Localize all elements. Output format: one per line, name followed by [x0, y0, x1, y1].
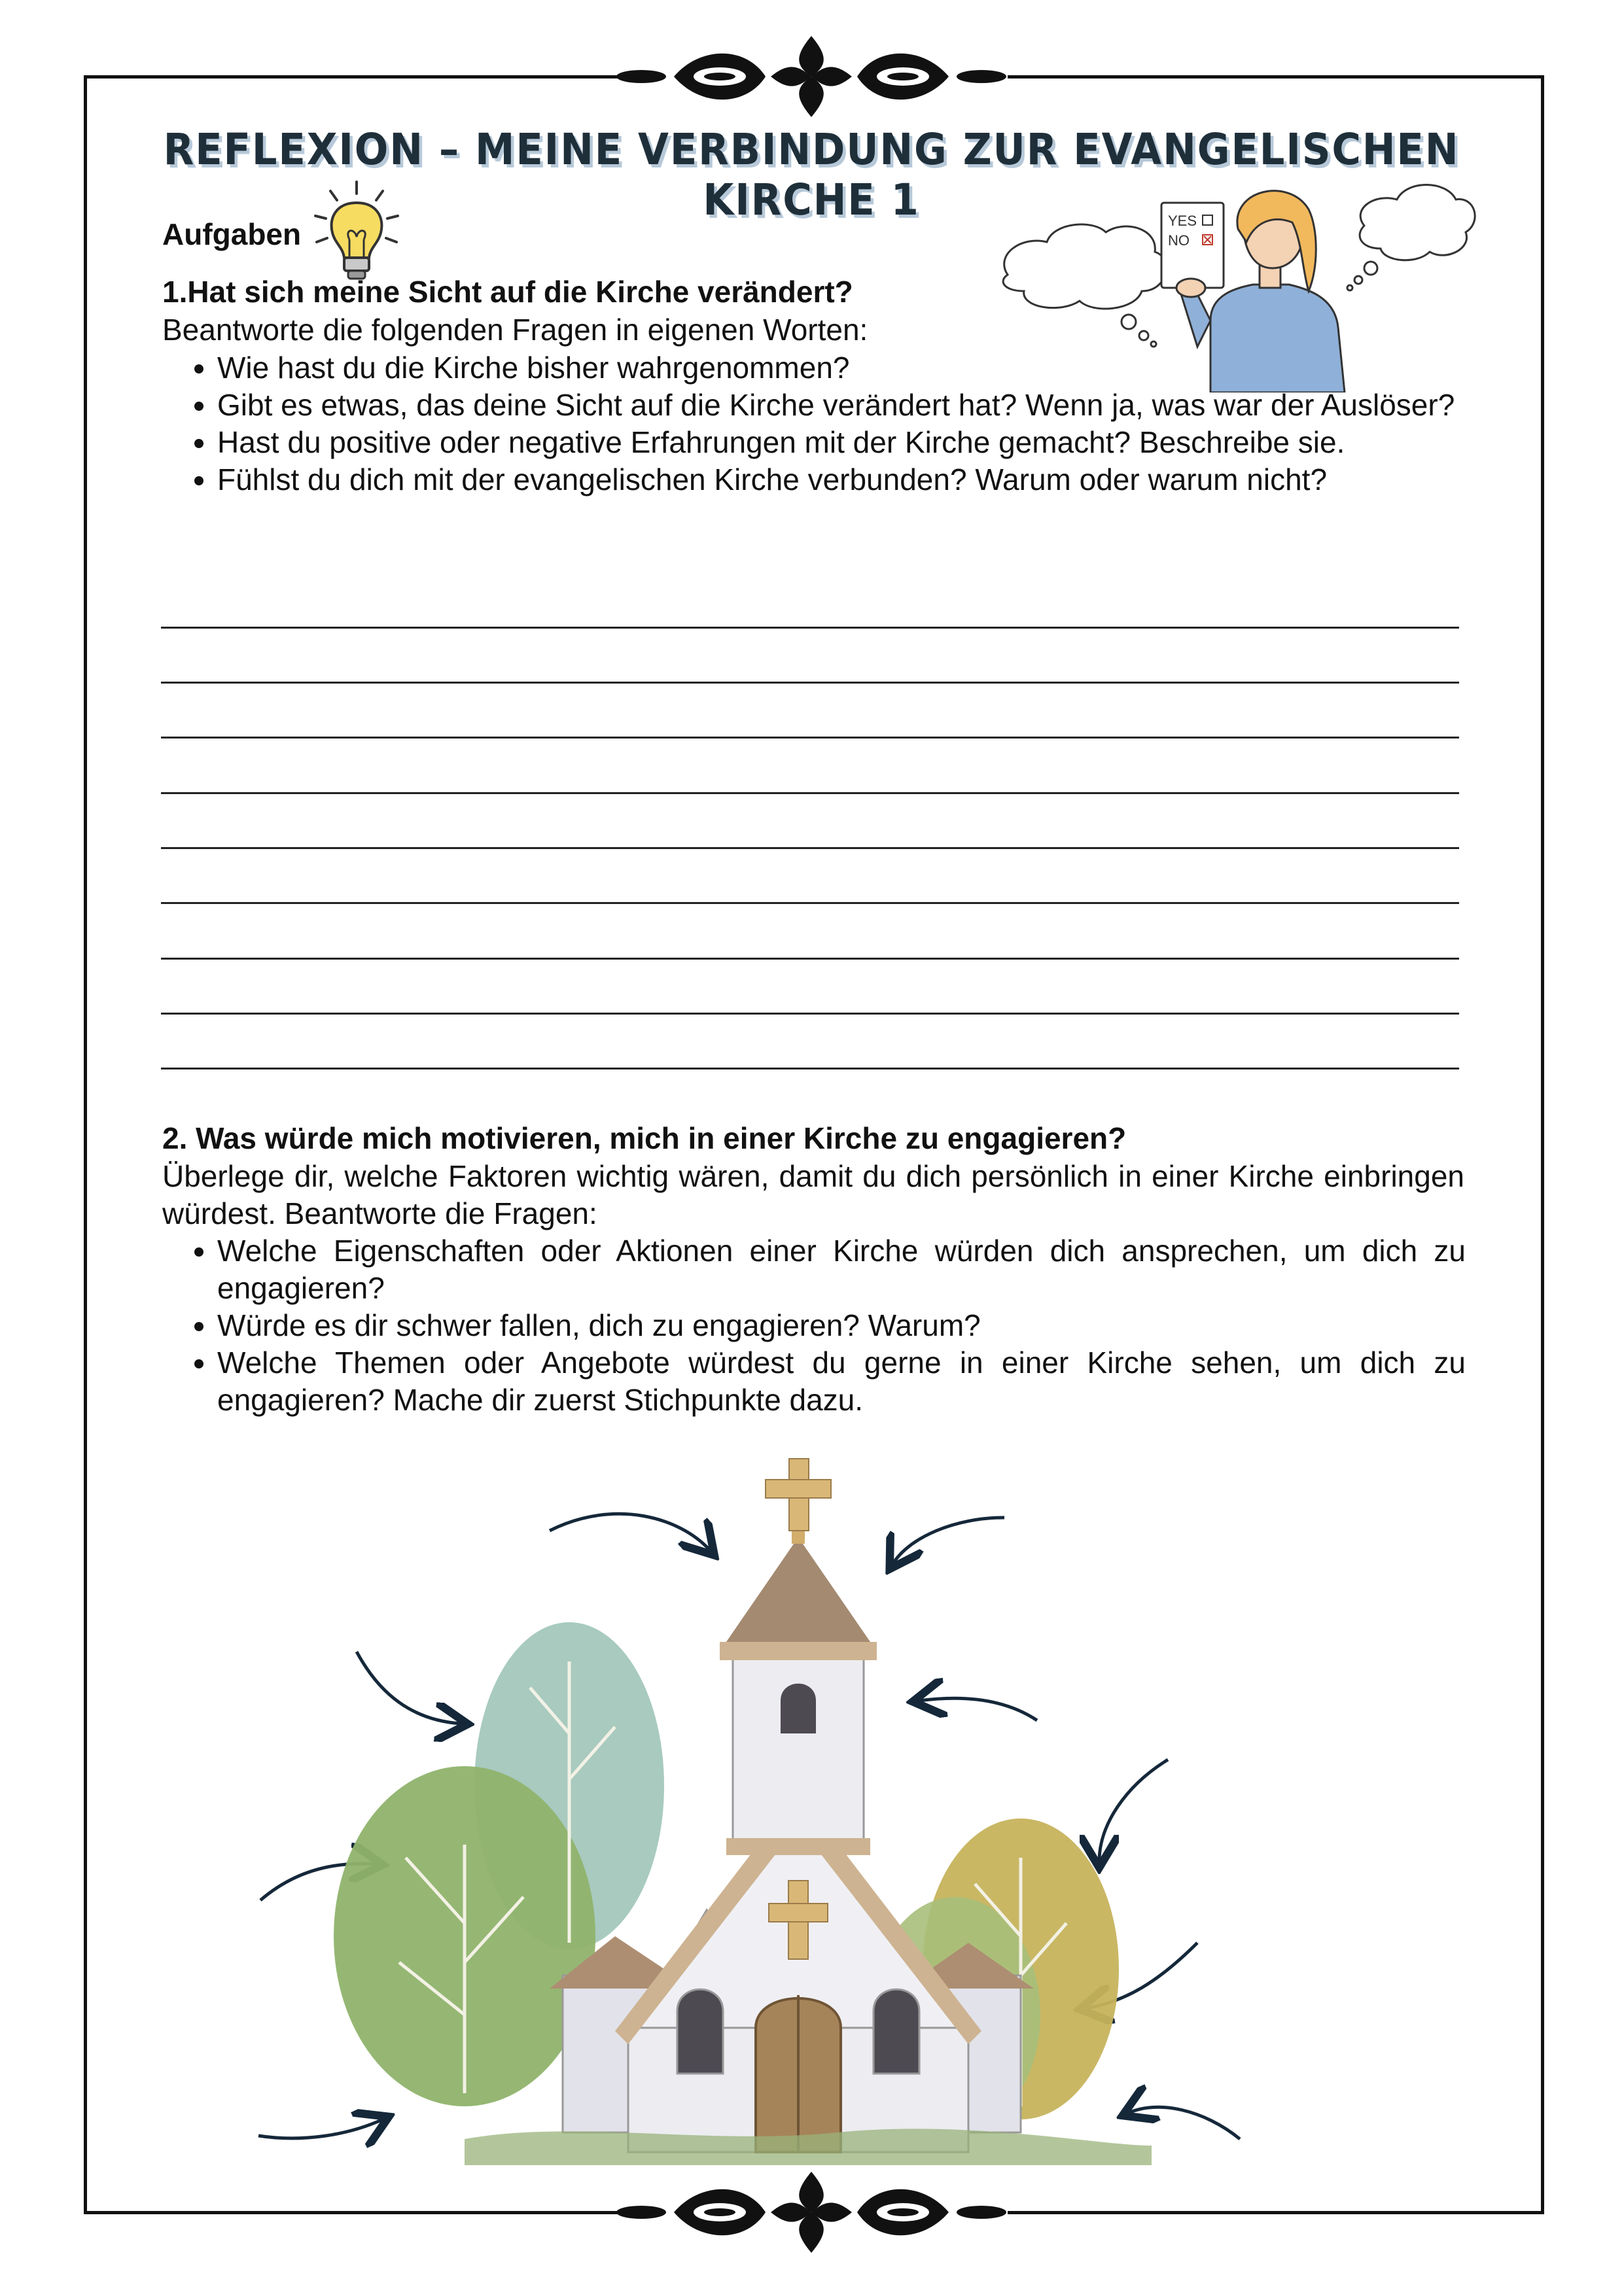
lightbulb-icon — [308, 177, 406, 288]
tasks-label: Aufgaben — [162, 217, 302, 251]
page-title: REFLEXION – MEINE VERBINDUNG ZUR EVANGELISCHEN KIRCHE 1 — [163, 124, 1460, 225]
task1-question: • Wie hast du die Kirche bisher wahrgenommen? — [217, 349, 1466, 387]
frame-top-left-line — [84, 75, 620, 78]
task2-intro: Überlege dir, welche Faktoren wichtig wären, damit du dich persönlich in einer Kirche einbringen würdest. Beantworte die Fragen: — [162, 1159, 1464, 1230]
ornament-icon — [602, 33, 1021, 121]
task1-question: • Hast du positive oder negative Erfahrungen mit der Kirche gemacht? Beschreibe sie. — [217, 424, 1466, 461]
answer-line[interactable] — [161, 1013, 1459, 1015]
church-mindmap-illustration — [249, 1426, 1269, 2178]
checklist-no-label: NO — [1168, 232, 1190, 249]
task1-question: • Fühlst du dich mit der evangelischen Kirche verbunden? Warum oder warum nicht? — [217, 461, 1466, 498]
task2-question: • Welche Eigenschaften oder Aktionen einer Kirche würden dich ansprechen, um dich zu engagieren? — [217, 1232, 1466, 1307]
task2-question: • Welche Themen oder Angebote würdest du gerne in einer Kirche sehen, um dich zu engagieren? Mache dir zuerst Stichpunkte dazu. — [217, 1344, 1466, 1419]
ornament-icon — [602, 2168, 1021, 2257]
task1-heading: 1.Hat sich meine Sicht auf die Kirche verändert? — [162, 275, 853, 309]
task1-question: • Gibt es etwas, das deine Sicht auf die Kirche verändert hat? Wenn ja, was war der Auslöser? — [217, 387, 1466, 424]
answer-line[interactable] — [161, 682, 1459, 684]
answer-line[interactable] — [161, 1068, 1459, 1070]
answer-line[interactable] — [161, 737, 1459, 739]
answer-line[interactable] — [161, 792, 1459, 794]
frame-top-right-line — [1008, 75, 1544, 78]
answer-line[interactable] — [161, 902, 1459, 904]
answer-line[interactable] — [161, 958, 1459, 960]
task2-heading: 2. Was würde mich motivieren, mich in einer Kirche zu engagieren? — [162, 1121, 1127, 1155]
checklist-yes-label: YES — [1168, 213, 1197, 229]
frame-bottom-right-line — [1008, 2211, 1544, 2214]
task1-intro: Beantworte die folgenden Fragen in eigenen Worten: — [162, 313, 868, 347]
task2-question: • Würde es dir schwer fallen, dich zu engagieren? Warum? — [217, 1307, 1466, 1344]
answer-line[interactable] — [161, 627, 1459, 629]
task1-question-list — [162, 349, 1466, 498]
frame-bottom-left-line — [84, 2211, 620, 2214]
answer-line[interactable] — [161, 847, 1459, 849]
task2-question-list — [162, 1232, 1466, 1419]
